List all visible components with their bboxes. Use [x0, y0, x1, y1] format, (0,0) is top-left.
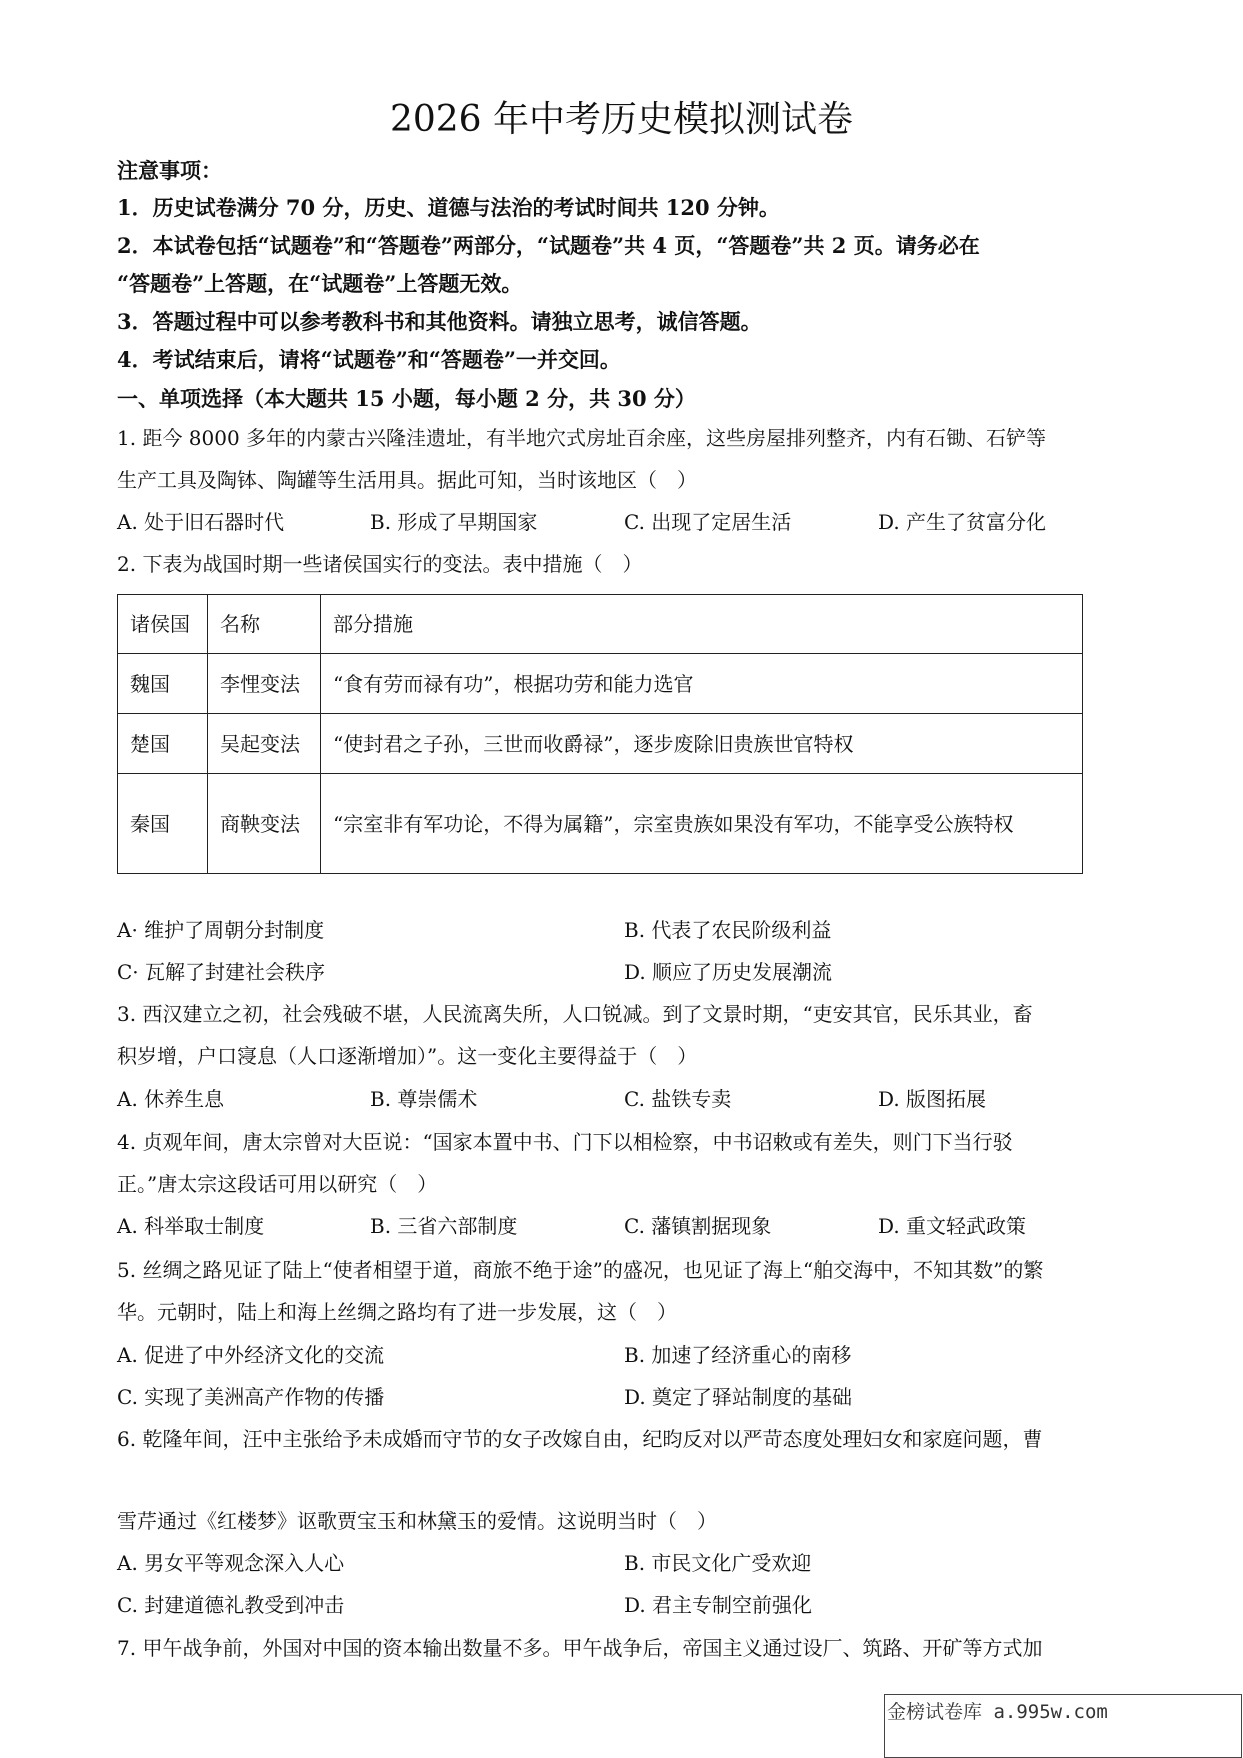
table-cell: “使封君之子孙，三世而收爵禄”，逐步废除旧贵族世官特权 [321, 714, 1083, 774]
question-5-stem: 5. 丝绸之路见证了陆上“使者相望于道，商旅不绝于途”的盛况，也见证了海上“舶交海中，不知其数”的繁 [117, 1258, 1044, 1282]
q2-option-d: D. 顺应了历史发展潮流 [624, 960, 833, 984]
table-cell: 吴起变法 [208, 714, 321, 774]
q6-option-d: D. 君主专制空前强化 [624, 1593, 813, 1617]
question-6-stem-cont: 雪芹通过《红楼梦》讴歌贾宝玉和林黛玉的爱情。这说明当时（ ） [117, 1509, 717, 1533]
table-cell: 商鞅变法 [208, 774, 321, 874]
question-3-stem: 3. 西汉建立之初，社会残破不堪，人民流离失所，人口锐减。到了文景时期，“吏安其官，民乐其业，畜 [117, 1002, 1033, 1026]
table-cell: “宗室非有军功论，不得为属籍”，宗室贵族如果没有军功，不能享受公族特权 [321, 774, 1083, 874]
table-header-row [118, 595, 1083, 654]
notice-item: 4．考试结束后，请将“试题卷”和“答题卷”一并交回。 [117, 347, 621, 372]
q5-option-d: D. 奠定了驿站制度的基础 [624, 1385, 853, 1409]
q1-option-d: D. 产生了贫富分化 [878, 510, 1047, 534]
section-heading: 一、单项选择（本大题共 15 小题，每小题 2 分，共 30 分） [117, 386, 696, 411]
q4-option-c: C. 藩镇割据现象 [624, 1214, 772, 1238]
q3-option-d: D. 版图拓展 [878, 1087, 987, 1111]
q4-option-b: B. 三省六部制度 [370, 1214, 518, 1238]
q4-option-a: A. 科举取士制度 [117, 1214, 265, 1238]
q3-option-c: C. 盐铁专卖 [624, 1087, 732, 1111]
q5-option-c: C. 实现了美洲高产作物的传播 [117, 1385, 385, 1409]
q3-option-a: A. 休养生息 [117, 1087, 225, 1111]
table-row [118, 654, 1083, 714]
table-cell: 楚国 [118, 714, 208, 774]
notice-item: 1．历史试卷满分 70 分，历史、道德与法治的考试时间共 120 分钟。 [117, 195, 780, 220]
q6-option-c: C. 封建道德礼教受到冲击 [117, 1593, 345, 1617]
question-7-stem: 7. 甲午战争前，外国对中国的资本输出数量不多。甲午战争后，帝国主义通过设厂、筑路、开矿等方式加 [117, 1636, 1043, 1660]
q2-option-b: B. 代表了农民阶级利益 [624, 918, 832, 942]
q6-option-a: A. 男女平等观念深入人心 [117, 1551, 345, 1575]
q5-option-a: A. 促进了中外经济文化的交流 [117, 1343, 385, 1367]
q2-option-a: A· 维护了周朝分封制度 [117, 918, 325, 942]
table-cell: 李悝变法 [208, 654, 321, 714]
table-header-cell: 名称 [208, 595, 321, 654]
table-header-cell: 诸侯国 [118, 595, 208, 654]
question-2-stem: 2. 下表为战国时期一些诸侯国实行的变法。表中措施（ ） [117, 552, 643, 576]
question-6-stem: 6. 乾隆年间，汪中主张给予未成婚而守节的女子改嫁自由，纪昀反对以严苛态度处理妇女和家庭问题，曹 [117, 1427, 1043, 1451]
table-row [118, 774, 1083, 874]
notice-item: 2．本试卷包括“试题卷”和“答题卷”两部分，“试题卷”共 4 页，“答题卷”共 2 页。请务必在 [117, 233, 980, 258]
q2-option-c: C· 瓦解了封建社会秩序 [117, 960, 326, 984]
table-cell: 秦国 [118, 774, 208, 874]
notice-item: “答题卷”上答题，在“试题卷”上答题无效。 [117, 271, 523, 296]
q1-option-c: C. 出现了定居生活 [624, 510, 792, 534]
q5-option-b: B. 加速了经济重心的南移 [624, 1343, 852, 1367]
q1-option-b: B. 形成了早期国家 [370, 510, 538, 534]
reform-table [117, 594, 1083, 874]
watermark-text: 金榜试卷库 a.995w.com [887, 1701, 1108, 1723]
q3-option-b: B. 尊崇儒术 [370, 1087, 478, 1111]
question-3-stem-cont: 积岁增，户口寖息（人口逐渐增加）”。这一变化主要得益于（ ） [117, 1044, 698, 1068]
table-cell: 魏国 [118, 654, 208, 714]
question-1-stem: 1. 距今 8000 多年的内蒙古兴隆洼遗址，有半地穴式房址百余座，这些房屋排列整齐，内有石锄、石铲等 [117, 426, 1047, 450]
q1-option-a: A. 处于旧石器时代 [117, 510, 285, 534]
question-1-stem-cont: 生产工具及陶钵、陶罐等生活用具。据此可知，当时该地区（ ） [117, 468, 697, 492]
watermark-box [884, 1694, 1242, 1758]
q6-option-b: B. 市民文化广受欢迎 [624, 1551, 812, 1575]
question-4-stem-cont: 正。”唐太宗这段话可用以研究（ ） [117, 1172, 438, 1196]
question-4-stem: 4. 贞观年间，唐太宗曾对大臣说：“国家本置中书、门下以相检察，中书诏敕或有差失，则门下当行驳 [117, 1130, 1013, 1154]
q4-option-d: D. 重文轻武政策 [878, 1214, 1027, 1238]
question-5-stem-cont: 华。元朝时，陆上和海上丝绸之路均有了进一步发展，这（ ） [117, 1300, 677, 1324]
table-header-cell: 部分措施 [321, 595, 1083, 654]
page-title: 2026 年中考历史模拟测试卷 [389, 99, 854, 140]
notice-heading: 注意事项： [117, 158, 222, 183]
table-cell: “食有劳而禄有功”，根据功劳和能力选官 [321, 654, 1083, 714]
table-row [118, 714, 1083, 774]
notice-item: 3．答题过程中可以参考教科书和其他资料。请独立思考，诚信答题。 [117, 309, 762, 334]
